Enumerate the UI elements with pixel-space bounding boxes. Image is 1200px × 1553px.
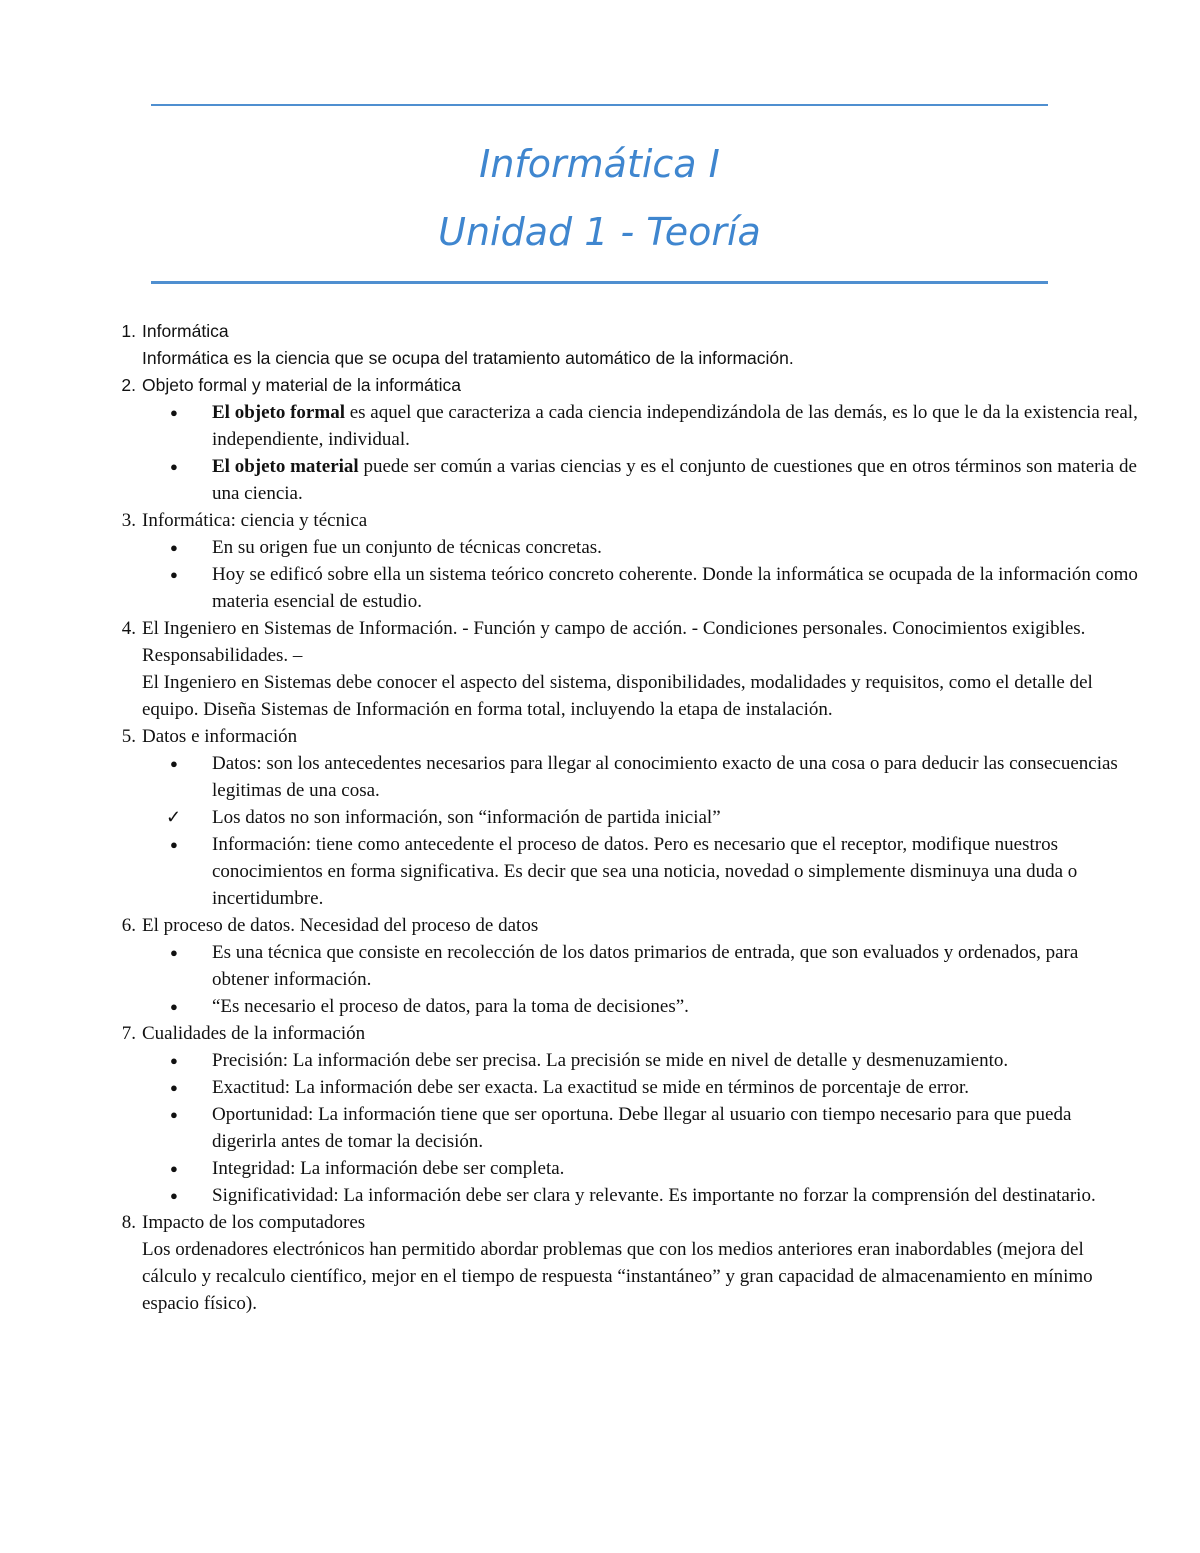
bullet-text: Hoy se edificó sobre ella un sistema teórico concreto coherente. Donde la informática se ocupada de la información como materia esencial de estudio. [212,564,1138,612]
section-body: Informática es la ciencia que se ocupa del tratamiento automático de la información. [142,348,794,368]
section-heading: Datos e información [142,726,298,747]
bullet-icon: ● [170,459,178,474]
section-heading: Impacto de los computadores [142,1212,366,1233]
bullet-item [100,561,1140,615]
bullet-item [100,831,1140,912]
bullet-icon: ● [170,1161,178,1176]
bullet-item [100,993,1140,1020]
section-number: 7. [121,1023,136,1044]
checkmark-icon: ✓ [166,807,182,827]
bullet-text: puede ser común a varias ciencias y es el conjunto de cuestiones que en otros términos son materia de una ciencia. [212,456,1137,504]
bullet-icon: ● [170,1080,178,1095]
section-8 [100,1209,1140,1317]
bullet-item [100,1101,1140,1155]
bullet-text: Significatividad: La información debe ser clara y relevante. Es importante no forzar la comprensión del destinatario. [212,1185,1096,1206]
bullet-item [100,1182,1140,1209]
bullet-text: Es una técnica que consiste en recolección de los datos primarios de entrada, que son evaluados y ordenados, para obtener información. [212,942,1079,990]
section-4 [100,615,1140,723]
bullet-text: Información: tiene como antecedente el proceso de datos. Pero es necesario que el receptor, modifique nuestros conocimientos en forma significativa. Es decir que sea una noticia, novedad o simplemente disminuya una duda o incertidumbre. [212,834,1078,909]
bullet-icon: ● [170,567,178,582]
bullet-item [100,750,1140,804]
bullet-item [100,1047,1140,1074]
bullet-icon: ● [170,1053,178,1068]
section-body: Los ordenadores electrónicos han permitido abordar problemas que con los medios anteriores eran inabordables (mejora del cálculo y recalculo científico, mejor en el tiempo de respuesta “instantáneo” y gran capacidad de almacenamiento en mínimo espacio físico). [142,1239,1093,1314]
section-heading: El proceso de datos. Necesidad del proceso de datos [142,915,539,936]
section-heading: Cualidades de la información [142,1023,366,1044]
bullet-icon: ● [170,1107,178,1122]
section-5 [100,723,1140,750]
section-heading: El Ingeniero en Sistemas de Información. - Función y campo de acción. - Condiciones personales. Conocimientos exigibles. Responsabilidades. – [142,618,1086,666]
section-number: 8. [121,1212,136,1233]
bullet-term: El objeto material [212,456,359,477]
check-text: Los datos no son información, son “información de partida inicial” [212,807,721,828]
bullet-text: Oportunidad: La información tiene que ser oportuna. Debe llegar al usuario con tiempo necesario para que pueda digerirla antes de tomar la decisión. [212,1104,1072,1152]
check-item [100,804,1140,831]
bullet-item [100,399,1140,453]
section-number: 2. [121,375,136,395]
title-bottom-rule [151,281,1048,284]
section-body: El Ingeniero en Sistemas debe conocer el aspecto del sistema, disponibilidades, modalidades y requisitos, como el detalle del equipo. Diseña Sistemas de Información en forma total, incluyendo la etapa de instalación. [142,672,1093,720]
bullet-icon: ● [170,756,178,771]
section-heading: Objeto formal y material de la informática [142,375,462,395]
document-body [100,318,1140,1317]
bullet-icon: ● [170,540,178,555]
title-top-rule [151,104,1048,106]
bullet-icon: ● [170,405,178,420]
bullet-icon: ● [170,837,178,852]
bullet-text: En su origen fue un conjunto de técnicas concretas. [212,537,602,558]
bullet-text: es aquel que caracteriza a cada ciencia independizándola de las demás, es lo que le da la existencia real, independiente, individual. [212,402,1138,450]
section-heading: Informática: ciencia y técnica [142,510,368,531]
bullet-icon: ● [170,945,178,960]
bullet-text: Integridad: La información debe ser completa. [212,1158,565,1179]
section-heading: Informática [142,321,229,341]
bullet-item [100,453,1140,507]
section-number: 6. [121,915,136,936]
section-6 [100,912,1140,939]
bullet-icon: ● [170,999,178,1014]
document-subtitle: Unidad 1 - Teoría [438,210,761,254]
bullet-item [100,534,1140,561]
bullet-item [100,1155,1140,1182]
section-number: 5. [121,726,136,747]
section-2 [100,372,1140,399]
bullet-item [100,939,1140,993]
bullet-text: Exactitud: La información debe ser exacta. La exactitud se mide en términos de porcentaje de error. [212,1077,970,1098]
section-number: 3. [121,510,136,531]
section-number: 4. [121,618,136,639]
section-3 [100,507,1140,534]
title-block [151,130,1048,266]
bullet-text: “Es necesario el proceso de datos, para la toma de decisiones”. [212,996,689,1017]
document-title: Informática I [479,142,720,186]
section-7 [100,1020,1140,1047]
bullet-text: Datos: son los antecedentes necesarios para llegar al conocimiento exacto de una cosa o para deducir las consecuencias legitimas de una cosa. [212,753,1118,801]
bullet-term: El objeto formal [212,402,345,423]
bullet-item [100,1074,1140,1101]
section-1 [100,318,1140,372]
bullet-text: Precisión: La información debe ser precisa. La precisión se mide en nivel de detalle y desmenuzamiento. [212,1050,1009,1071]
section-number: 1. [121,321,136,341]
bullet-icon: ● [170,1188,178,1203]
